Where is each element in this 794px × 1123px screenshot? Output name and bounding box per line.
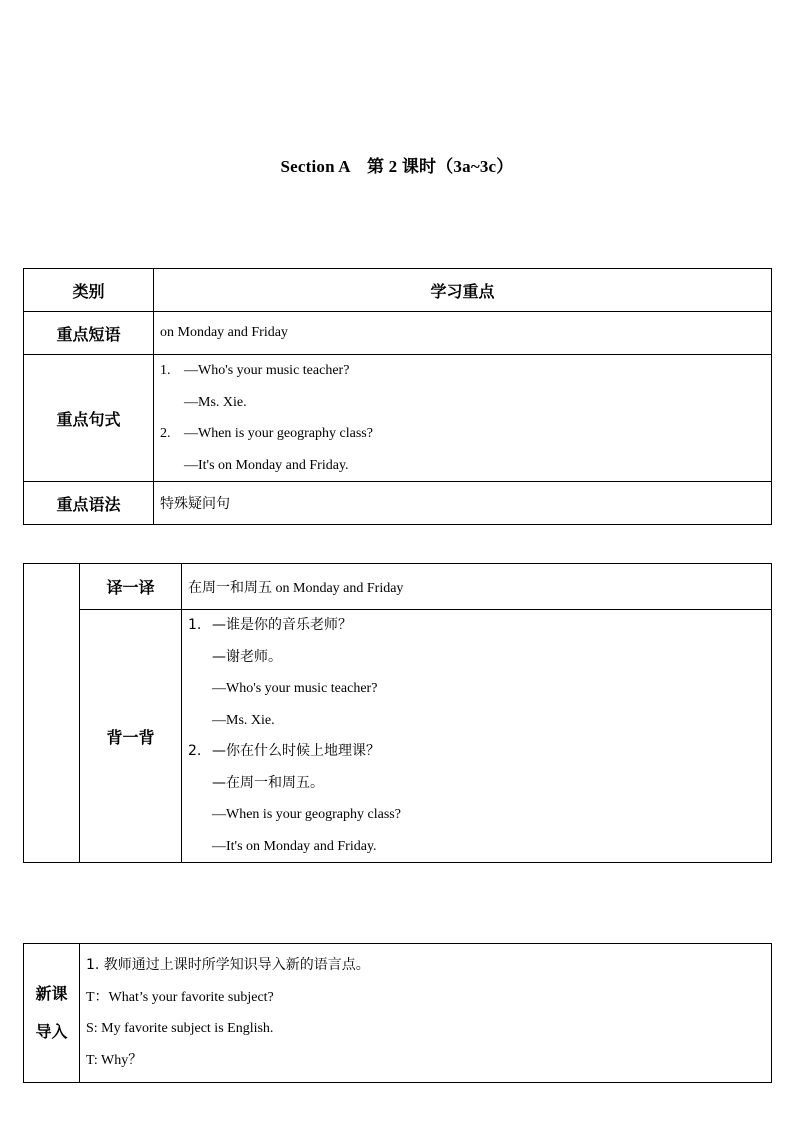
intro-line: 1. 教师通过上课时所学知识导入新的语言点。 <box>86 957 370 973</box>
phrases-label: 重点短语 <box>24 312 154 355</box>
recite-line: —When is your geography class? <box>212 807 401 822</box>
sentences-content <box>154 355 772 482</box>
recite-line: 1. —谁是你的音乐老师？ <box>188 617 352 633</box>
grammar-content: 特殊疑问句 <box>154 482 772 525</box>
recite-content <box>182 610 772 863</box>
sentence-line: 2. —When is your geography class? <box>160 426 373 441</box>
recite-line: —Who's your music teacher? <box>212 681 378 696</box>
header-key-points: 学习重点 <box>154 269 772 312</box>
recite-line: —It's on Monday and Friday. <box>212 838 377 854</box>
lesson-intro-content <box>80 944 772 1083</box>
header-category: 类别 <box>24 269 154 312</box>
recite-line: —谢老师。 <box>212 648 282 665</box>
key-points-table <box>23 268 772 525</box>
recite-line: —在周一和周五。 <box>212 774 324 791</box>
page-title: Section A 第 2 课时（3a~3c） <box>280 157 514 176</box>
lesson-intro-table <box>23 943 772 1083</box>
lesson-intro-label: 新课 导入 <box>24 944 80 1083</box>
blank-side-cell <box>24 564 80 863</box>
translate-content: 在周一和周五 on Monday and Friday <box>182 564 772 610</box>
grammar-label: 重点语法 <box>24 482 154 525</box>
sentence-line: —It's on Monday and Friday. <box>184 457 349 473</box>
intro-line: T: Why？ <box>86 1052 143 1068</box>
sentence-line: —Ms. Xie. <box>184 394 247 410</box>
recite-line: 2. —你在什么时候上地理课？ <box>188 743 380 759</box>
intro-line: T：What’s your favorite subject? <box>86 989 274 1005</box>
recite-label: 背一背 <box>80 610 182 863</box>
intro-line: S: My favorite subject is English. <box>86 1021 274 1036</box>
sentences-label: 重点句式 <box>24 355 154 482</box>
phrases-content: on Monday and Friday <box>154 312 772 355</box>
translate-label: 译一译 <box>80 564 182 610</box>
recite-line: —Ms. Xie. <box>212 712 275 728</box>
sentence-line: 1. —Who's your music teacher? <box>160 363 350 378</box>
practice-table <box>23 563 772 863</box>
